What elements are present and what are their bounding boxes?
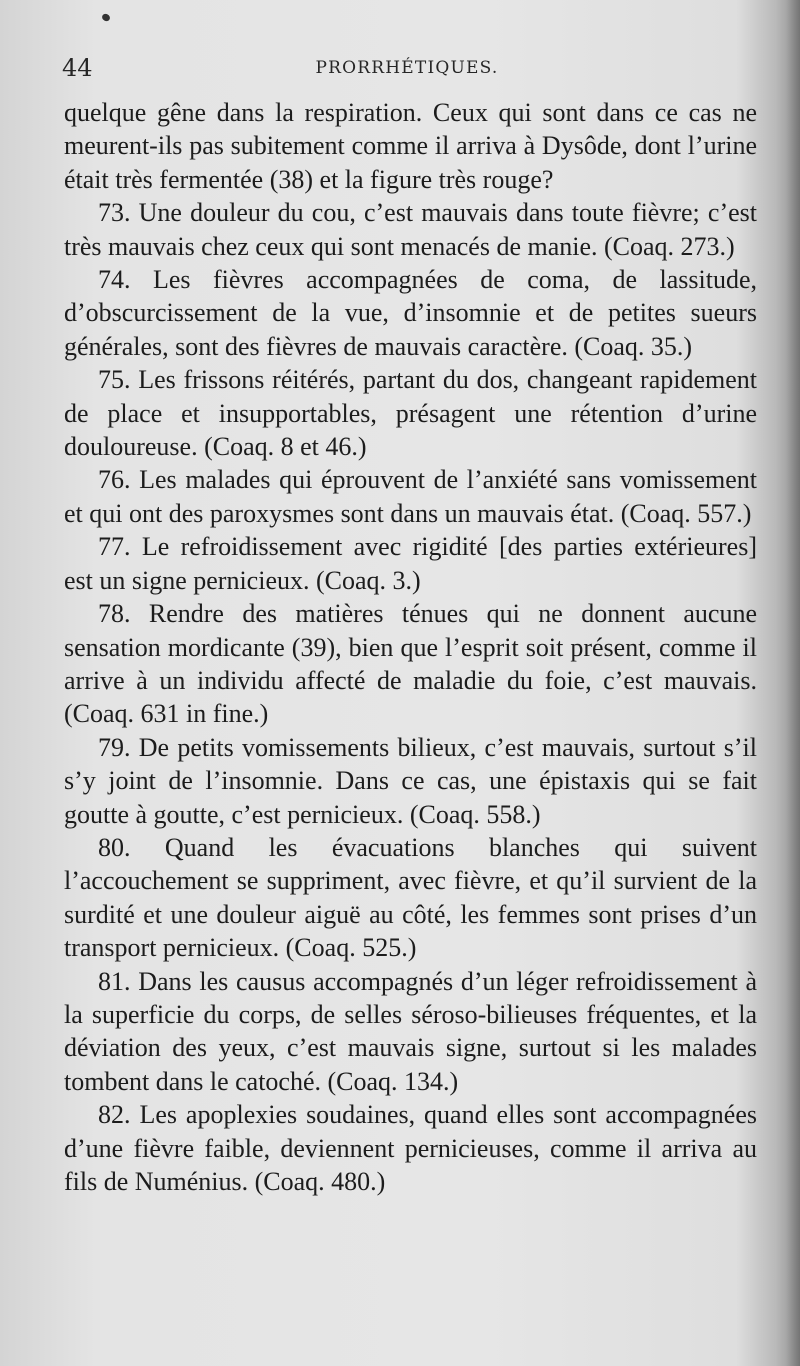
aphorism-81: 81. Dans les causus accompagnés d’un léger refroidissement à la superficie du corps, de selles séroso-bilieuses fréquentes, et la déviation des yeux, c’est mauvais signe, surtout si les malades tombent dans le catoché. (Coaq. 134.) <box>64 966 757 1096</box>
page-number: 44 <box>62 54 93 82</box>
aphorism-78: 78. Rendre des matières ténues qui ne donnent aucune sensation mordicante (39), bien que l’esprit soit présent, comme il arrive à un individu affecté de maladie du foie, c’est mauvais. (Coaq. 631 in fine.) <box>64 599 757 729</box>
ink-mark <box>101 13 111 23</box>
aphorism-74: 74. Les fièvres accompagnées de coma, de lassitude, d’obscurcissement de la vue, d’insomnie et de petites sueurs générales, sont des fièvres de mauvais caractère. (Coaq. 35.) <box>64 265 757 361</box>
aphorism-82: 82. Les apoplexies soudaines, quand elles sont accompagnées d’une fièvre faible, deviennent pernicieuses, comme il arriva au fils de Numénius. (Coaq. 480.) <box>64 1100 757 1196</box>
page-edge-shadow <box>786 0 800 1366</box>
running-head: PRORRHÉTIQUES. <box>315 58 499 78</box>
aphorism-73: 73. Une douleur du cou, c’est mauvais dans toute fièvre; c’est très mauvais chez ceux qui sont menacés de manie. (Coaq. 273.) <box>64 198 757 261</box>
page-header <box>62 52 752 86</box>
paragraph-continuation: quelque gêne dans la respiration. Ceux qui sont dans ce cas ne meurent-ils pas subitement comme il arriva à Dysôde, dont l’urine était très fermentée (38) et la figure très rouge? <box>64 98 757 194</box>
aphorism-80: 80. Quand les évacuations blanches qui suivent l’accouchement se suppriment, avec fièvre, et qu’il survient de la surdité et une douleur aiguë au côté, les femmes sont prises d’un transport pernicieux. (Coaq. 525.) <box>64 832 757 963</box>
aphorism-79: 79. De petits vomissements bilieux, c’est mauvais, surtout s’il s’y joint de l’insomnie. Dans ce cas, une épistaxis qui se fait goutte à goutte, c’est pernicieux. (Coaq. 558.) <box>64 732 757 829</box>
aphorism-77: 77. Le refroidissement avec rigidité [des parties extérieures] est un signe pernicieux. (Coaq. 3.) <box>64 532 757 595</box>
aphorism-75: 75. Les frissons réitérés, partant du dos, changeant rapidement de place et insupportables, présagent une rétention d’urine douloureuse. (Coaq. 8 et 46.) <box>64 365 757 462</box>
aphorism-76: 76. Les malades qui éprouvent de l’anxiété sans vomissement et qui ont des paroxysmes sont dans un mauvais état. (Coaq. 557.) <box>64 465 757 528</box>
body-text <box>64 96 757 1198</box>
